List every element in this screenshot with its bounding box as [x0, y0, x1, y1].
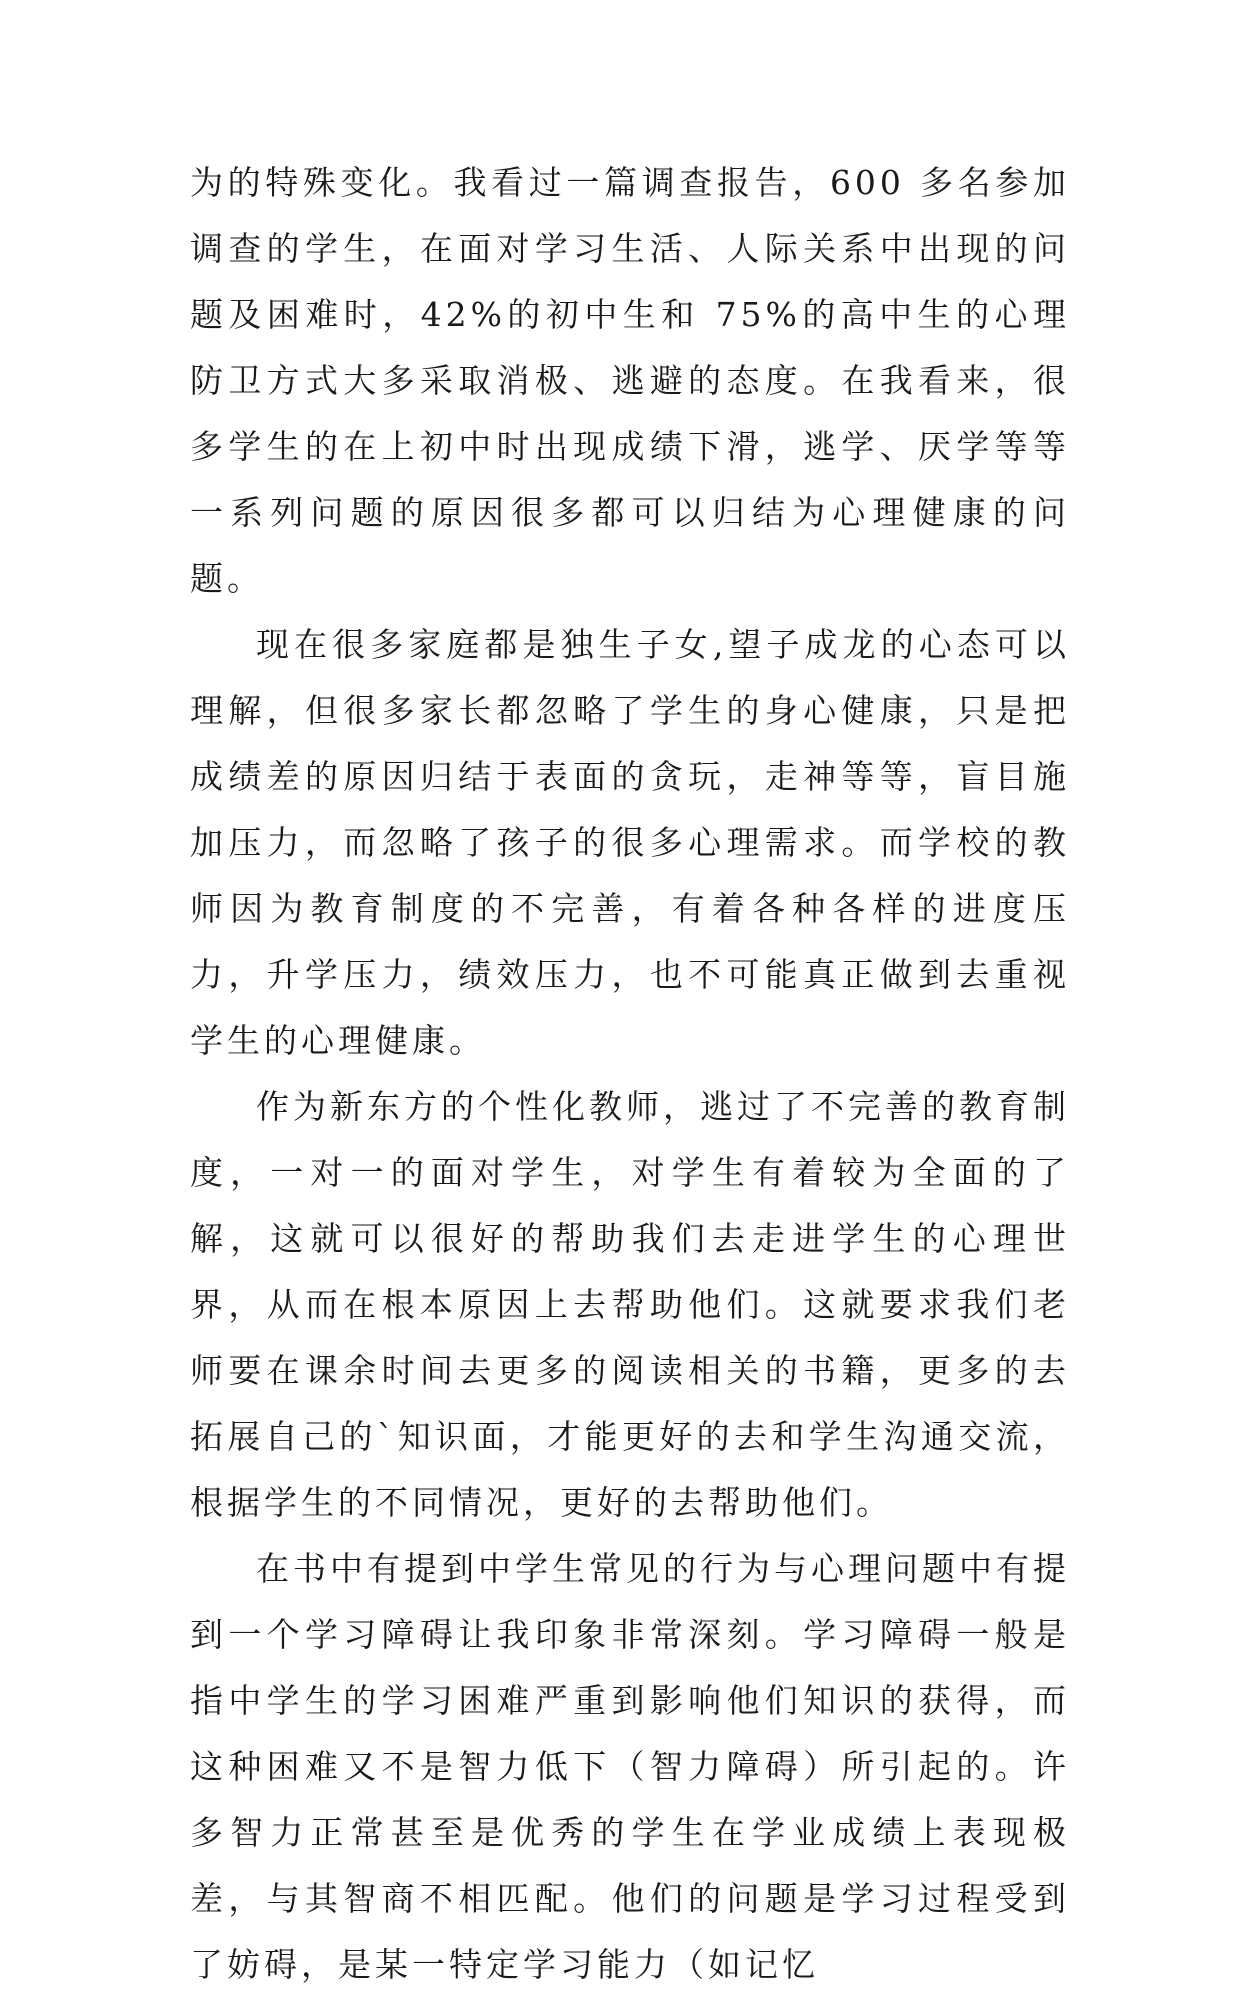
paragraph-1: 为的特殊变化。我看过一篇调查报告，600 多名参加调查的学生，在面对学习生活、人际关系中出现的问题及困难时，42%的初中生和 75%的高中生的心理防卫方式大多采取消极、逃避的态度。在我看来，很多学生的在上初中时出现成绩下滑，逃学、厌学等等一系列问题的原因很多都可以归结为心理健康的问题。 — [190, 163, 1070, 598]
paragraph-4: 在书中有提到中学生常见的行为与心理问题中有提到一个学习障碍让我印象非常深刻。学习障碍一般是指中学生的学习困难严重到影响他们知识的获得，而这种困难又不是智力低下（智力障碍）所引起的。许多智力正常甚至是优秀的学生在学业成绩上表现极差，与其智商不相匹配。他们的问题是学习过程受到了妨碍，是某一特定学习能力（如记忆 — [190, 1549, 1070, 1984]
paragraph-3: 作为新东方的个性化教师，逃过了不完善的教育制度，一对一的面对学生，对学生有着较为全面的了解，这就可以很好的帮助我们去走进学生的心理世界，从而在根本原因上去帮助他们。这就要求我们老师要在课余时间去更多的阅读相关的书籍，更多的去拓展自己的`知识面，才能更好的去和学生沟通交流，根据学生的不同情况，更好的去帮助他们。 — [190, 1087, 1070, 1522]
paragraph-2: 现在很多家庭都是独生子女,望子成龙的心态可以理解，但很多家长都忽略了学生的身心健康，只是把成绩差的原因归结于表面的贪玩，走神等等，盲目施加压力，而忽略了孩子的很多心理需求。而学校的教师因为教育制度的不完善，有着各种各样的进度压力，升学压力，绩效压力，也不可能真正做到去重视学生的心理健康。 — [190, 625, 1070, 1060]
document-body — [190, 150, 1070, 1998]
